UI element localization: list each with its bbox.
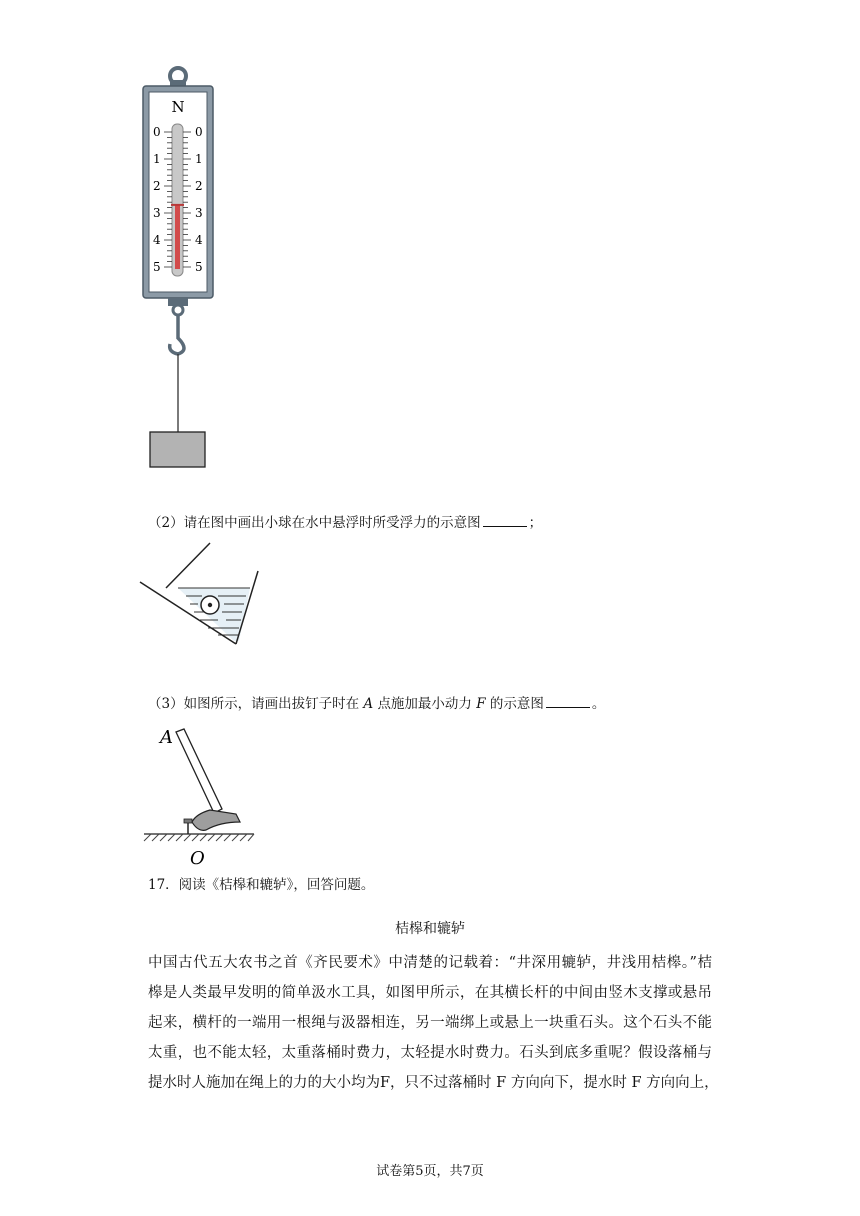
weight-block xyxy=(150,432,205,467)
q3-end: 。 xyxy=(591,696,606,712)
tick-label: 1 xyxy=(153,152,161,166)
article-line: 太重，也不能太轻，太重落桶时费力，太轻提水时费力。石头到底多重呢？假设落桶与 xyxy=(148,1045,712,1061)
tick-label: 2 xyxy=(153,179,161,193)
tick-label: 0 xyxy=(153,125,161,139)
question-17 xyxy=(148,875,374,895)
question-2 xyxy=(148,512,542,533)
tick-label: 1 xyxy=(195,152,203,166)
scale-unit-label: N xyxy=(171,98,185,116)
article-title: 桔槔和辘轳 xyxy=(395,921,465,937)
question-3 xyxy=(148,693,605,714)
answer-blank-q3[interactable] xyxy=(546,693,590,708)
label-fulcrum-o: O xyxy=(190,848,205,868)
q3-text-b: 点施加最小动力 xyxy=(377,696,472,712)
label-point-a: A xyxy=(160,727,173,748)
q3-text-a: 如图所示，请画出拔钉子时在 xyxy=(183,696,360,712)
tick-label: 5 xyxy=(195,260,203,274)
article-line: 槔是人类最早发明的简单汲水工具，如图甲所示，在其横长杆的中间由竖木支撑或悬吊 xyxy=(148,985,712,1001)
q3-number: （3） xyxy=(148,696,184,712)
indicator-red-column xyxy=(175,205,180,269)
spring-scale-figure xyxy=(130,60,230,472)
q2-end: ； xyxy=(528,515,543,531)
claw-hammer-figure xyxy=(140,718,270,868)
q2-text: 请在图中画出小球在水中悬浮时所受浮力的示意图 xyxy=(183,515,481,531)
q3-force-f: F xyxy=(476,696,486,712)
tick-label: 3 xyxy=(153,206,161,220)
article-body xyxy=(148,948,719,1098)
article-line: 中国古代五大农书之首《齐民要术》中清楚的记载着：“井深用辘轳，井浅用桔槔。”桔 xyxy=(148,955,712,971)
page-footer: 试卷第5页，共7页 xyxy=(376,1164,484,1179)
article-line: 起来，横杆的一端用一根绳与汲器相连，另一端绑上或悬上一块重石头。这个石头不能 xyxy=(148,1015,712,1031)
q2-number: （2） xyxy=(148,515,184,531)
tick-label: 5 xyxy=(153,260,161,274)
tick-label: 4 xyxy=(195,233,203,247)
pointer-mark xyxy=(171,204,184,206)
q17-text: 17．阅读《桔槔和辘轳》，回答问题。 xyxy=(148,877,375,893)
tick-label: 4 xyxy=(153,233,161,247)
answer-blank-q2[interactable] xyxy=(483,512,527,527)
q3-text-c: 的示意图 xyxy=(489,696,544,712)
tick-label: 3 xyxy=(195,206,203,220)
tick-label: 2 xyxy=(195,179,203,193)
ball-center xyxy=(208,603,212,607)
tick-label: 0 xyxy=(195,125,203,139)
inclined-container-figure xyxy=(138,540,268,650)
article-line: 提水时人施加在绳上的力的大小均为F，只不过落桶时 F 方向向下，提水时 F 方向向上， xyxy=(148,1075,719,1091)
q3-point-a: A xyxy=(363,696,374,712)
